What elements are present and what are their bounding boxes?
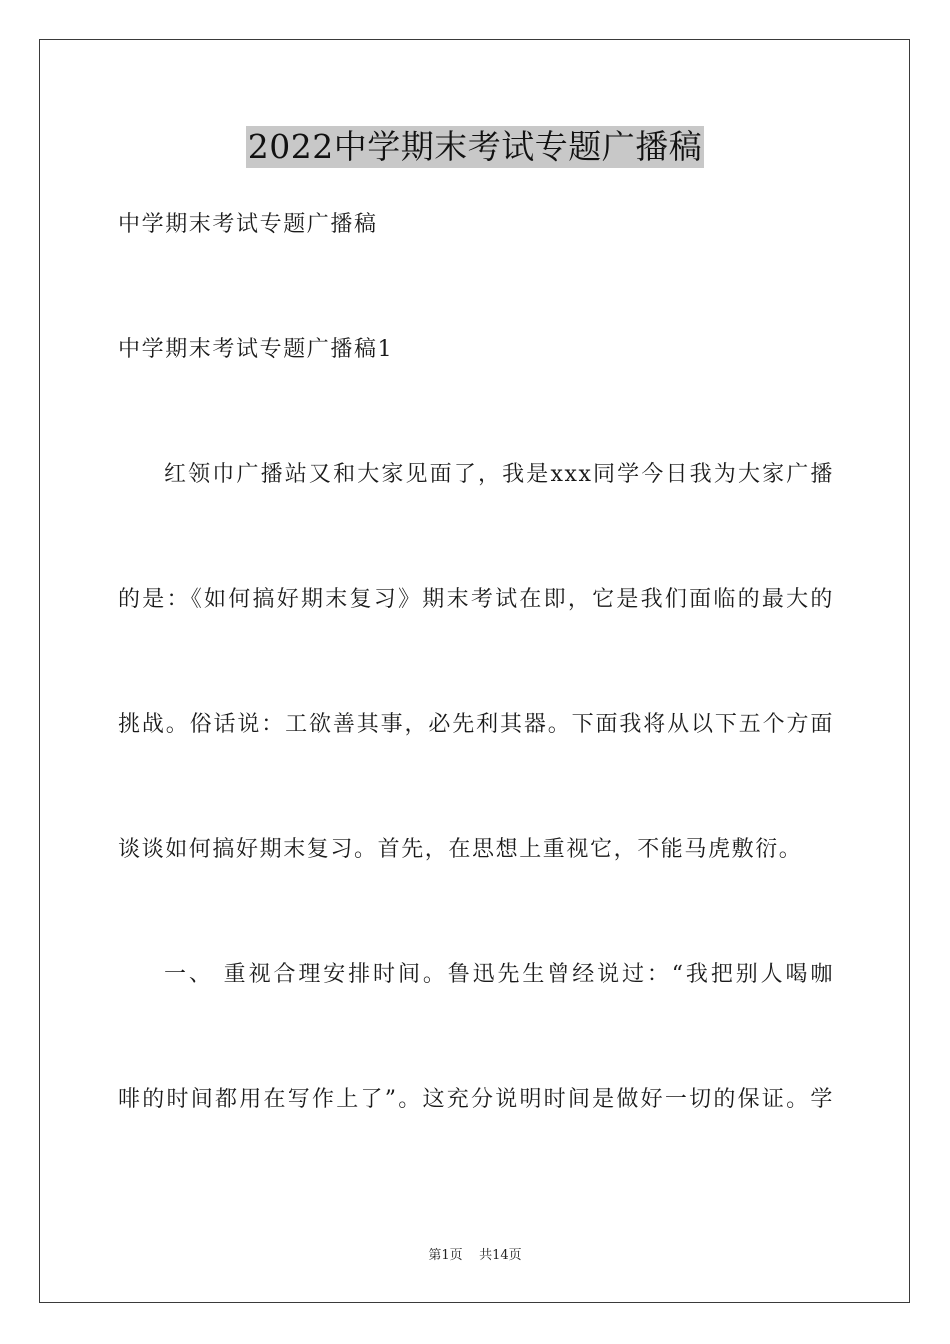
page-total: 共14页 <box>479 1248 522 1263</box>
paragraph-line: 一、 重视合理安排时间。鲁迅先生曾经说过：“我把别人喝咖 <box>164 962 834 987</box>
document-subtitle: 中学期末考试专题广播稿 <box>118 212 378 237</box>
paragraph-line: 谈谈如何搞好期末复习。首先，在思想上重视它，不能马虎敷衍。 <box>118 837 803 862</box>
section-heading: 中学期末考试专题广播稿1 <box>118 337 394 362</box>
document-title: 2022中学期末考试专题广播稿 <box>247 127 703 166</box>
title-container <box>0 126 950 168</box>
paragraph-line: 的是：《如何搞好期末复习》期末考试在即，它是我们面临的最大的 <box>118 587 834 612</box>
paragraph-line: 红领巾广播站又和大家见面了，我是xxx同学今日我为大家广播 <box>164 462 834 487</box>
paragraph-line: 挑战。俗话说：工欲善其事，必先利其器。下面我将从以下五个方面 <box>118 712 834 737</box>
page-footer <box>0 1246 950 1266</box>
page-number: 第1页 <box>428 1248 463 1263</box>
paragraph-line: 啡的时间都用在写作上了”。这充分说明时间是做好一切的保证。学 <box>118 1087 834 1112</box>
